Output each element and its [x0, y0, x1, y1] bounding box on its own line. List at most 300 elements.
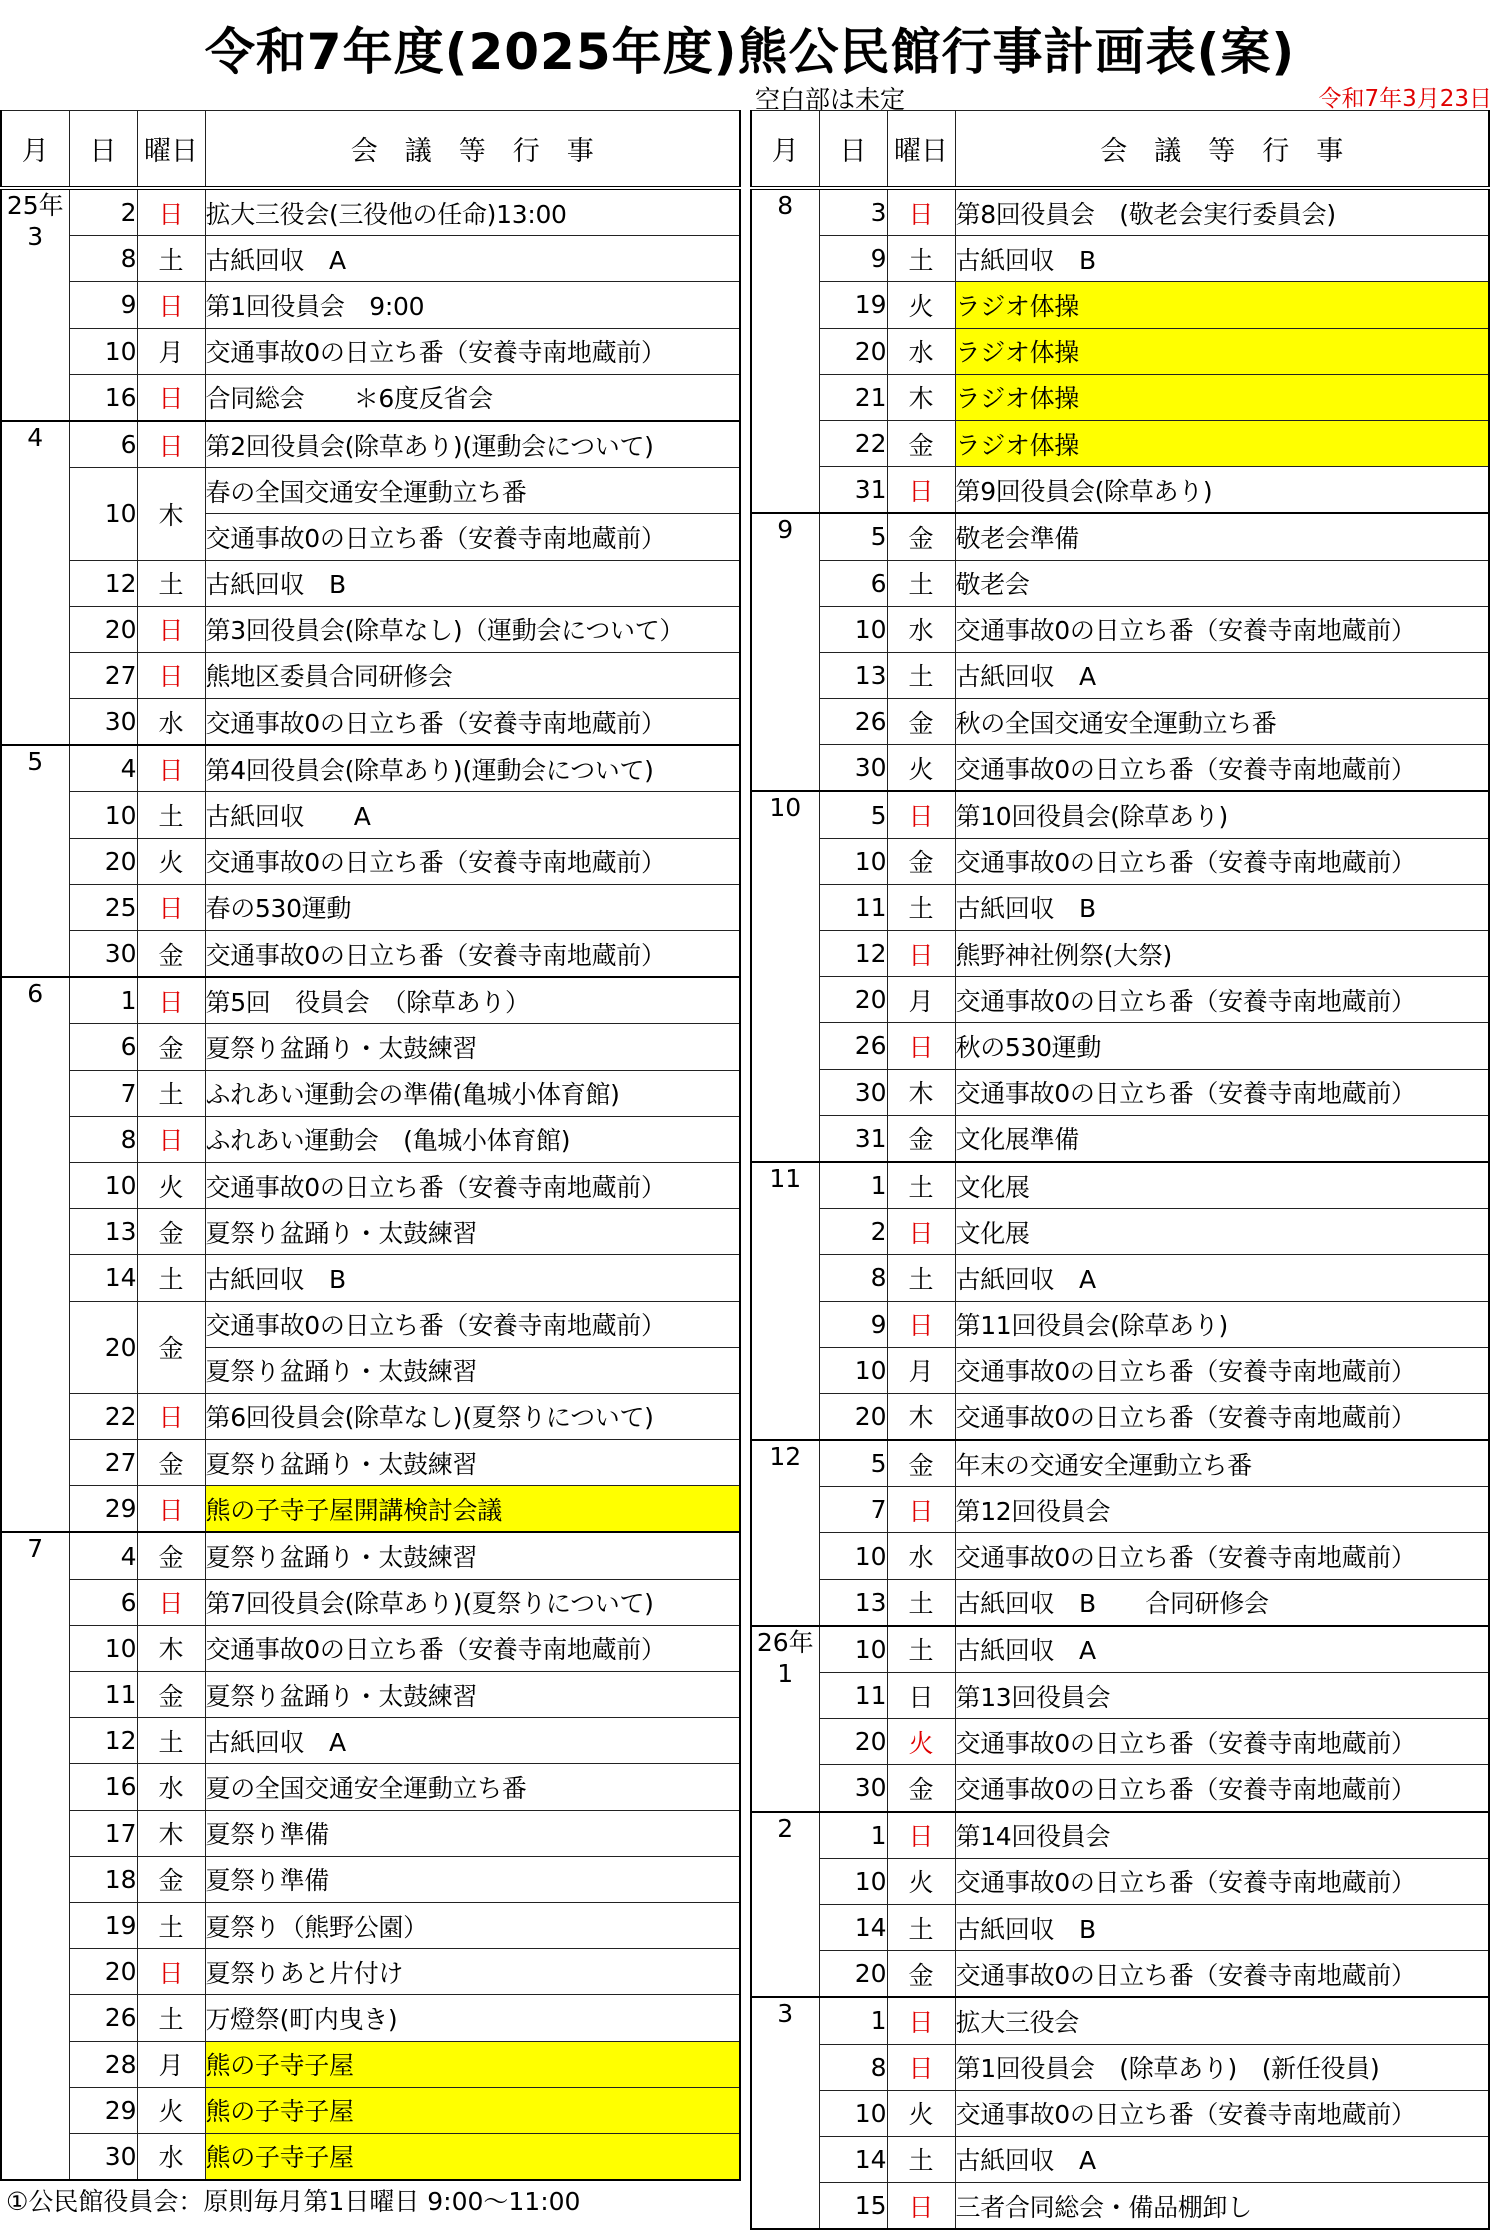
- weekday-cell: 日: [137, 977, 205, 1024]
- day-cell: 26: [69, 1995, 137, 2041]
- weekday-cell: 金: [887, 1951, 955, 1998]
- event-cell: 年末の交通安全運動立ち番: [955, 1440, 1489, 1487]
- header-event: 会 議 等 行 事: [955, 111, 1489, 189]
- weekday-cell: 日: [137, 374, 205, 421]
- day-cell: 14: [69, 1255, 137, 1301]
- table-row: [751, 1487, 1489, 1533]
- table-row: [1, 374, 740, 421]
- weekday-cell: 水: [137, 1764, 205, 1810]
- weekday-cell: 日: [887, 1209, 955, 1255]
- event-cell: 第7回役員会(除草あり)(夏祭りについて): [205, 1579, 740, 1625]
- event-cell: 交通事故0の日立ち番（安養寺南地蔵前）: [955, 1858, 1489, 1904]
- day-cell: 30: [819, 745, 887, 792]
- day-cell: 29: [69, 1486, 137, 1533]
- weekday-cell: 火: [887, 1858, 955, 1904]
- weekday-cell: 土: [137, 1995, 205, 2041]
- table-row: [1, 745, 740, 792]
- event-cell: 古紙回収 B 合同研修会: [955, 1579, 1489, 1626]
- day-cell: 19: [69, 1902, 137, 1948]
- event-cell: 第9回役員会(除草あり): [955, 467, 1489, 514]
- event-cell: 第4回役員会(除草あり)(運動会について): [205, 745, 740, 792]
- table-row: [1, 282, 740, 328]
- event-cell: 第8回役員会 (敬老会実行委員会): [955, 188, 1489, 236]
- event-cell: 熊の子寺子屋: [205, 2133, 740, 2180]
- table-row: [751, 1951, 1489, 1998]
- weekday-cell: 土: [887, 1626, 955, 1673]
- table-row: [751, 420, 1489, 466]
- event-cell: 熊の子寺子屋開講検討会議: [205, 1486, 740, 1533]
- event-cell: 交通事故0の日立ち番（安養寺南地蔵前）: [205, 838, 740, 884]
- event-cell: 古紙回収 B: [205, 560, 740, 606]
- table-row: [751, 977, 1489, 1023]
- day-cell: 5: [819, 1440, 887, 1487]
- footer-note: ①公民館役員会：原則毎月第1日曜日 9:00～11:00: [6, 2187, 581, 2216]
- day-cell: 11: [69, 1672, 137, 1718]
- table-row: [751, 931, 1489, 977]
- day-cell: 21: [819, 374, 887, 420]
- month-cell: [1, 977, 69, 1532]
- day-cell: 9: [819, 1301, 887, 1347]
- table-row: [751, 1533, 1489, 1579]
- weekday-cell: 日: [887, 188, 955, 236]
- weekday-cell: 土: [887, 1579, 955, 1626]
- event-cell: 夏祭り（熊野公園）: [205, 1902, 740, 1948]
- table-row: [1, 606, 740, 652]
- event-cell: ふれあい運動会の準備(亀城小体育館): [205, 1070, 740, 1116]
- day-cell: 20: [69, 606, 137, 652]
- day-cell: 9: [69, 282, 137, 328]
- table-row: [1, 2133, 740, 2180]
- table-row: [751, 1719, 1489, 1765]
- day-cell: 8: [819, 1255, 887, 1301]
- table-row: [751, 1069, 1489, 1115]
- day-cell: 5: [819, 791, 887, 838]
- weekday-cell: 土: [887, 236, 955, 282]
- day-cell: 1: [819, 1997, 887, 2044]
- day-cell: 13: [69, 1209, 137, 1255]
- event-cell: 交通事故0の日立ち番（安養寺南地蔵前）: [205, 328, 740, 374]
- weekday-cell: 水: [887, 606, 955, 652]
- event-cell: 秋の530運動: [955, 1023, 1489, 1069]
- table-row: [1, 1070, 740, 1116]
- weekday-cell: 土: [887, 1255, 955, 1301]
- event-cell: 第11回役員会(除草あり): [955, 1301, 1489, 1347]
- day-cell: 1: [819, 1812, 887, 1859]
- event-cell: 万燈祭(町内曳き): [205, 1995, 740, 2041]
- weekday-cell: 木: [887, 1069, 955, 1115]
- table-row: [1, 699, 740, 746]
- table-row: [751, 791, 1489, 838]
- header-row: [1, 111, 740, 189]
- day-cell: 26: [819, 1023, 887, 1069]
- table-row: [751, 1023, 1489, 1069]
- event-cell: 古紙回収 A: [955, 1255, 1489, 1301]
- event-cell: 夏祭り盆踊り・太鼓練習: [205, 1347, 740, 1393]
- day-cell: 31: [819, 467, 887, 514]
- day-cell: 22: [819, 420, 887, 466]
- month-label: 7: [27, 1534, 44, 1564]
- table-row: [751, 884, 1489, 930]
- day-cell: 10: [819, 1347, 887, 1393]
- weekday-cell: 日: [887, 1997, 955, 2044]
- table-row: [1, 884, 740, 930]
- month-label: 8: [777, 191, 794, 220]
- weekday-cell: 日: [137, 884, 205, 930]
- table-row: [1, 652, 740, 698]
- weekday-cell: 日: [137, 1486, 205, 1533]
- month-label: 6: [27, 979, 44, 1009]
- event-cell: 交通事故0の日立ち番（安養寺南地蔵前）: [205, 931, 740, 978]
- weekday-cell: 土: [887, 2136, 955, 2182]
- day-cell: 17: [69, 1810, 137, 1856]
- event-cell: 夏祭り盆踊り・太鼓練習: [205, 1440, 740, 1486]
- table-row: [751, 1812, 1489, 1859]
- event-cell: ラジオ体操: [955, 328, 1489, 374]
- weekday-cell: 木: [137, 1625, 205, 1671]
- event-cell: 第1回役員会 9:00: [205, 282, 740, 328]
- header-day: 日: [819, 111, 887, 189]
- table-row: [751, 1579, 1489, 1626]
- event-cell: 交通事故0の日立ち番（安養寺南地蔵前）: [955, 2090, 1489, 2136]
- month-cell: [1, 188, 69, 421]
- weekday-cell: 火: [887, 745, 955, 792]
- page-title: 令和7年度(2025年度)熊公民館行事計画表(案): [204, 23, 1296, 81]
- event-cell: 文化展準備: [955, 1115, 1489, 1162]
- event-cell: 交通事故0の日立ち番（安養寺南地蔵前）: [955, 1719, 1489, 1765]
- day-cell: 28: [69, 2041, 137, 2087]
- month-cell: [751, 1812, 819, 1998]
- month-label: 4: [27, 422, 44, 452]
- weekday-cell: 火: [887, 282, 955, 328]
- event-cell: 第12回役員会: [955, 1487, 1489, 1533]
- event-cell: 三者合同総会・備品棚卸し: [955, 2183, 1489, 2230]
- table-row: [1, 1579, 740, 1625]
- table-row: [1, 1440, 740, 1486]
- event-cell: 交通事故0の日立ち番（安養寺南地蔵前）: [205, 1625, 740, 1671]
- weekday-cell: 金: [137, 1856, 205, 1902]
- weekday-cell: 月: [887, 1347, 955, 1393]
- event-cell: ラジオ体操: [955, 282, 1489, 328]
- table-row: [751, 1626, 1489, 1673]
- weekday-cell: 日: [887, 1812, 955, 1859]
- table-row: [751, 1393, 1489, 1440]
- month-label: 3: [777, 1999, 794, 2029]
- month-cell: [751, 1626, 819, 1812]
- event-cell: 交通事故0の日立ち番（安養寺南地蔵前）: [955, 977, 1489, 1023]
- day-cell: 15: [819, 2183, 887, 2230]
- weekday-cell: 日: [887, 2044, 955, 2090]
- event-cell: 拡大三役会(三役他の任命)13:00: [205, 188, 740, 236]
- day-cell: 13: [819, 1579, 887, 1626]
- event-cell: 第6回役員会(除草なし)(夏祭りについて): [205, 1393, 740, 1439]
- month-cell: [751, 1997, 819, 2229]
- day-cell: 10: [819, 1626, 887, 1673]
- day-cell: 18: [69, 1856, 137, 1902]
- table-row: [1, 1393, 740, 1439]
- weekday-cell: 金: [137, 1532, 205, 1579]
- table-row: [1, 2087, 740, 2133]
- day-cell: 10: [819, 606, 887, 652]
- table-row: [1, 468, 740, 514]
- day-cell: 13: [819, 652, 887, 698]
- event-cell: 交通事故0の日立ち番（安養寺南地蔵前）: [955, 838, 1489, 884]
- table-row: [751, 467, 1489, 514]
- day-cell: 11: [819, 884, 887, 930]
- day-cell: 12: [819, 931, 887, 977]
- month-cell: [1, 1532, 69, 2180]
- weekday-cell: 日: [137, 652, 205, 698]
- table-row: [1, 792, 740, 838]
- weekday-cell: 火: [137, 838, 205, 884]
- weekday-cell: 土: [887, 560, 955, 606]
- blank-note: 空白部は未定: [755, 85, 906, 114]
- event-cell: 熊の子寺子屋: [205, 2087, 740, 2133]
- day-cell: 31: [819, 1115, 887, 1162]
- table-row: [1, 2041, 740, 2087]
- table-row: [1, 1764, 740, 1810]
- event-cell: 古紙回収 A: [955, 652, 1489, 698]
- day-cell: 1: [69, 977, 137, 1024]
- day-cell: 30: [69, 931, 137, 978]
- table-row: [751, 374, 1489, 420]
- day-cell: 8: [69, 1116, 137, 1162]
- table-row: [751, 1858, 1489, 1904]
- event-cell: 夏の全国交通安全運動立ち番: [205, 1764, 740, 1810]
- event-cell: 夏祭り準備: [205, 1810, 740, 1856]
- month-cell: [751, 513, 819, 791]
- table-row: [1, 1209, 740, 1255]
- day-cell: 10: [819, 2090, 887, 2136]
- month-label: 12: [769, 1442, 802, 1472]
- day-cell: 20: [819, 1393, 887, 1440]
- day-cell: 27: [69, 652, 137, 698]
- table-row: [1, 1532, 740, 1579]
- event-cell: 交通事故0の日立ち番（安養寺南地蔵前）: [955, 1765, 1489, 1812]
- month-cell: [751, 1162, 819, 1440]
- table-row: [1, 1162, 740, 1208]
- weekday-cell: 木: [887, 1393, 955, 1440]
- month-label: 25年: [6, 191, 64, 220]
- day-cell: 2: [69, 188, 137, 236]
- day-cell: 10: [69, 328, 137, 374]
- event-cell: 交通事故0の日立ち番（安養寺南地蔵前）: [955, 1533, 1489, 1579]
- month-label: 10: [769, 793, 802, 823]
- weekday-cell: 火: [887, 2090, 955, 2136]
- month-label: 3: [27, 222, 44, 251]
- weekday-cell: 火: [137, 1162, 205, 1208]
- table-row: [1, 236, 740, 282]
- weekday-cell: 金: [887, 699, 955, 745]
- event-cell: 熊野神社例祭(大祭): [955, 931, 1489, 977]
- event-cell: 第5回 役員会 （除草あり）: [205, 977, 740, 1024]
- weekday-cell: 土: [887, 1904, 955, 1950]
- day-cell: 7: [819, 1487, 887, 1533]
- weekday-cell: 金: [887, 420, 955, 466]
- weekday-cell: 土: [137, 560, 205, 606]
- event-cell: 春の全国交通安全運動立ち番: [205, 468, 740, 514]
- day-cell: 10: [69, 1625, 137, 1671]
- day-cell: 4: [69, 745, 137, 792]
- header-weekday: 曜日: [887, 111, 955, 189]
- table-row: [751, 1765, 1489, 1812]
- table-row: [1, 1949, 740, 1995]
- event-cell: 文化展: [955, 1209, 1489, 1255]
- weekday-cell: 火: [887, 1719, 955, 1765]
- event-cell: 古紙回収 A: [955, 2136, 1489, 2182]
- weekday-cell: 日: [137, 421, 205, 468]
- weekday-cell: 木: [887, 374, 955, 420]
- event-cell: 第10回役員会(除草あり): [955, 791, 1489, 838]
- event-cell: 交通事故0の日立ち番（安養寺南地蔵前）: [955, 1069, 1489, 1115]
- month-cell: [751, 1440, 819, 1626]
- event-cell: 夏祭りあと片付け: [205, 1949, 740, 1995]
- event-cell: 第13回役員会: [955, 1673, 1489, 1719]
- weekday-cell: 日: [887, 791, 955, 838]
- table-row: [1, 1995, 740, 2041]
- day-cell: 20: [819, 977, 887, 1023]
- event-cell: 古紙回収 A: [955, 1626, 1489, 1673]
- weekday-cell: 水: [887, 328, 955, 374]
- event-cell: 拡大三役会: [955, 1997, 1489, 2044]
- weekday-cell: 日: [137, 282, 205, 328]
- table-row: [751, 699, 1489, 745]
- day-cell: 8: [819, 2044, 887, 2090]
- event-cell: 秋の全国交通安全運動立ち番: [955, 699, 1489, 745]
- event-cell: 古紙回収 B: [205, 1255, 740, 1301]
- table-row: [1, 1810, 740, 1856]
- month-label: 11: [769, 1163, 802, 1193]
- weekday-cell: 土: [137, 1718, 205, 1764]
- weekday-cell: 日: [137, 745, 205, 792]
- day-cell: 20: [69, 1301, 137, 1393]
- table-row: [751, 1673, 1489, 1719]
- header-row: [751, 111, 1489, 189]
- table-row: [751, 560, 1489, 606]
- schedule-table-left: [0, 110, 741, 2181]
- event-cell: 敬老会準備: [955, 513, 1489, 560]
- header-event: 会 議 等 行 事: [205, 111, 740, 189]
- table-row: [751, 2090, 1489, 2136]
- weekday-cell: 水: [137, 2133, 205, 2180]
- table-row: [1, 838, 740, 884]
- weekday-cell: 金: [887, 1440, 955, 1487]
- day-cell: 12: [69, 560, 137, 606]
- day-cell: 5: [819, 513, 887, 560]
- table-row: [751, 1162, 1489, 1209]
- day-cell: 10: [69, 792, 137, 838]
- weekday-cell: 金: [137, 1672, 205, 1718]
- table-row: [751, 1209, 1489, 1255]
- event-cell: 古紙回収 B: [955, 884, 1489, 930]
- table-row: [751, 838, 1489, 884]
- weekday-cell: 日: [887, 1673, 955, 1719]
- day-cell: 20: [819, 328, 887, 374]
- day-cell: 10: [819, 1858, 887, 1904]
- event-cell: 合同総会 ＊6度反省会: [205, 374, 740, 421]
- weekday-cell: 水: [137, 699, 205, 746]
- day-cell: 29: [69, 2087, 137, 2133]
- day-cell: 30: [69, 699, 137, 746]
- table-row: [1, 1116, 740, 1162]
- event-cell: 古紙回収 B: [955, 1904, 1489, 1950]
- day-cell: 10: [69, 1162, 137, 1208]
- weekday-cell: 日: [887, 931, 955, 977]
- header-day: 日: [69, 111, 137, 189]
- event-cell: 交通事故0の日立ち番（安養寺南地蔵前）: [205, 1301, 740, 1347]
- event-cell: 敬老会: [955, 560, 1489, 606]
- table-row: [751, 2136, 1489, 2182]
- event-cell: 交通事故0の日立ち番（安養寺南地蔵前）: [955, 1951, 1489, 1998]
- day-cell: 1: [819, 1162, 887, 1209]
- weekday-cell: 月: [137, 328, 205, 374]
- day-cell: 10: [819, 838, 887, 884]
- header-month: 月: [751, 111, 819, 189]
- day-cell: 16: [69, 1764, 137, 1810]
- table-row: [1, 560, 740, 606]
- day-cell: 16: [69, 374, 137, 421]
- month-cell: [1, 745, 69, 977]
- weekday-cell: 日: [887, 1487, 955, 1533]
- day-cell: 9: [819, 236, 887, 282]
- day-cell: 22: [69, 1393, 137, 1439]
- event-cell: 夏祭り盆踊り・太鼓練習: [205, 1532, 740, 1579]
- day-cell: 6: [819, 560, 887, 606]
- date-note: 令和7年3月23日: [1318, 86, 1492, 112]
- day-cell: 10: [69, 468, 137, 560]
- day-cell: 14: [819, 2136, 887, 2182]
- event-cell: 交通事故0の日立ち番（安養寺南地蔵前）: [205, 699, 740, 746]
- weekday-cell: 日: [887, 1023, 955, 1069]
- table-row: [751, 236, 1489, 282]
- table-row: [751, 2183, 1489, 2230]
- weekday-cell: 金: [137, 931, 205, 978]
- month-label: 2: [777, 1813, 794, 1843]
- weekday-cell: 金: [887, 513, 955, 560]
- weekday-cell: 木: [137, 468, 205, 560]
- weekday-cell: 土: [887, 884, 955, 930]
- table-row: [751, 282, 1489, 328]
- event-cell: 熊地区委員合同研修会: [205, 652, 740, 698]
- day-cell: 30: [819, 1069, 887, 1115]
- weekday-cell: 土: [137, 1255, 205, 1301]
- weekday-cell: 火: [137, 2087, 205, 2133]
- event-cell: 第14回役員会: [955, 1812, 1489, 1859]
- event-cell: 夏祭り準備: [205, 1856, 740, 1902]
- table-row: [751, 328, 1489, 374]
- table-row: [751, 652, 1489, 698]
- day-cell: 12: [69, 1718, 137, 1764]
- event-cell: 交通事故0の日立ち番（安養寺南地蔵前）: [955, 1393, 1489, 1440]
- table-row: [751, 606, 1489, 652]
- event-cell: 古紙回収 A: [205, 792, 740, 838]
- weekday-cell: 日: [887, 1301, 955, 1347]
- table-row: [1, 931, 740, 978]
- weekday-cell: 土: [887, 652, 955, 698]
- table-row: [1, 1902, 740, 1948]
- weekday-cell: 日: [887, 467, 955, 514]
- event-cell: ラジオ体操: [955, 420, 1489, 466]
- weekday-cell: 日: [137, 1579, 205, 1625]
- table-row: [1, 1024, 740, 1070]
- table-row: [1, 1718, 740, 1764]
- weekday-cell: 金: [137, 1209, 205, 1255]
- month-cell: [751, 791, 819, 1162]
- event-cell: 交通事故0の日立ち番（安養寺南地蔵前）: [205, 1162, 740, 1208]
- schedule-body-left: [1, 188, 740, 2180]
- table-row: [1, 977, 740, 1024]
- weekday-cell: 金: [887, 838, 955, 884]
- day-cell: 14: [819, 1904, 887, 1950]
